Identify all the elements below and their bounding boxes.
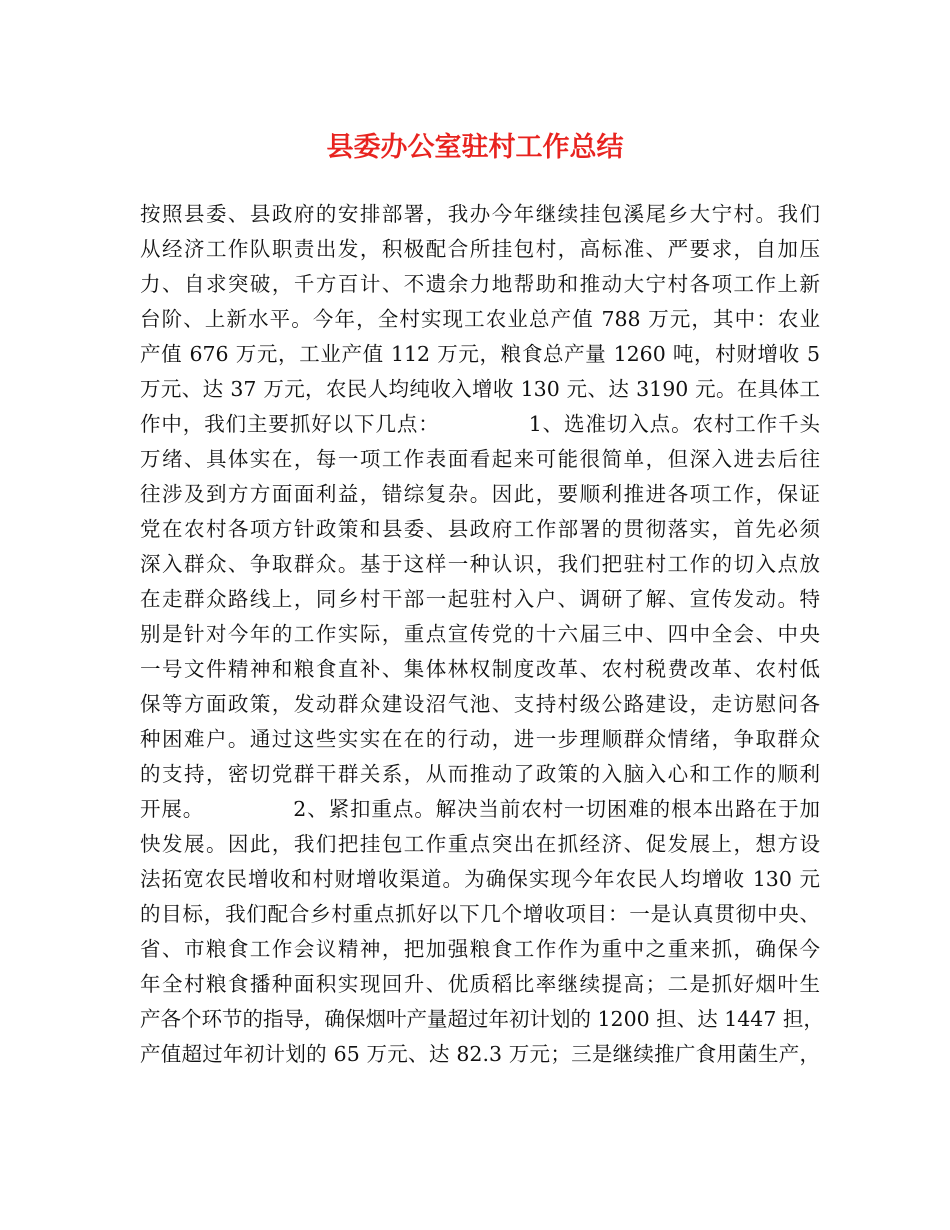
body-line: 省、市粮食工作会议精神，把加强粮食工作作为重中之重来抓，确保今 [140, 937, 820, 961]
body-line: 台阶、上新水平。今年，全村实现工农业总产值 788 万元，其中：农业 [140, 307, 820, 331]
body-line: 法拓宽农民增收和村财增收渠道。为确保实现今年农民人均增收 130 元 [140, 867, 820, 891]
document-body [140, 197, 824, 1072]
document-title: 县委办公室驻村工作总结 [326, 132, 624, 163]
body-line: 产值超过年初计划的 65 万元、达 82.3 万元；三是继续推广食用菌生产， [140, 1042, 820, 1066]
body-line: 产值 676 万元，工业产值 112 万元，粮食总产量 1260 吨，村财增收 5 [140, 342, 820, 366]
body-line: 万绪、具体实在，每一项工作表面看起来可能很简单，但深入进去后往 [140, 447, 820, 471]
body-line: 从经济工作队职责出发，积极配合所挂包村，高标准、严要求，自加压 [140, 237, 820, 261]
body-line: 作中，我们主要抓好以下几点： 1、选准切入点。农村工作千头 [140, 412, 820, 436]
body-line: 深入群众、争取群众。基于这样一种认识，我们把驻村工作的切入点放 [140, 552, 820, 576]
body-line: 别是针对今年的工作实际，重点宣传党的十六届三中、四中全会、中央 [140, 622, 820, 646]
body-line: 开展。 2、紧扣重点。解决当前农村一切困难的根本出路在于加 [140, 797, 820, 821]
body-line: 万元、达 37 万元，农民人均纯收入增收 130 元、达 3190 元。在具体工 [140, 377, 820, 401]
body-line: 年全村粮食播种面积实现回升、优质稻比率继续提高；二是抓好烟叶生 [140, 972, 820, 996]
body-line: 按照县委、县政府的安排部署，我办今年继续挂包溪尾乡大宁村。我们 [140, 202, 820, 226]
body-line: 力、自求突破，千方百计、不遗余力地帮助和推动大宁村各项工作上新 [140, 272, 820, 296]
body-line: 的目标，我们配合乡村重点抓好以下几个增收项目：一是认真贯彻中央、 [140, 902, 820, 926]
body-line: 快发展。因此，我们把挂包工作重点突出在抓经济、促发展上，想方设 [140, 832, 820, 856]
body-line: 党在农村各项方针政策和县委、县政府工作部署的贯彻落实，首先必须 [140, 517, 820, 541]
body-line: 的支持，密切党群干群关系，从而推动了政策的入脑入心和工作的顺利 [140, 762, 820, 786]
body-line: 种困难户。通过这些实实在在的行动，进一步理顺群众情绪，争取群众 [140, 727, 820, 751]
body-line: 在走群众路线上，同乡村干部一起驻村入户、调研了解、宣传发动。特 [140, 587, 820, 611]
body-line: 一号文件精神和粮食直补、集体林权制度改革、农村税费改革、农村低 [140, 657, 820, 681]
body-line: 往涉及到方方面面利益，错综复杂。因此，要顺利推进各项工作，保证 [140, 482, 820, 506]
body-line: 产各个环节的指导，确保烟叶产量超过年初计划的 1200 担、达 1447 担， [140, 1007, 824, 1031]
body-line: 保等方面政策，发动群众建设沼气池、支持村级公路建设，走访慰问各 [140, 692, 820, 716]
